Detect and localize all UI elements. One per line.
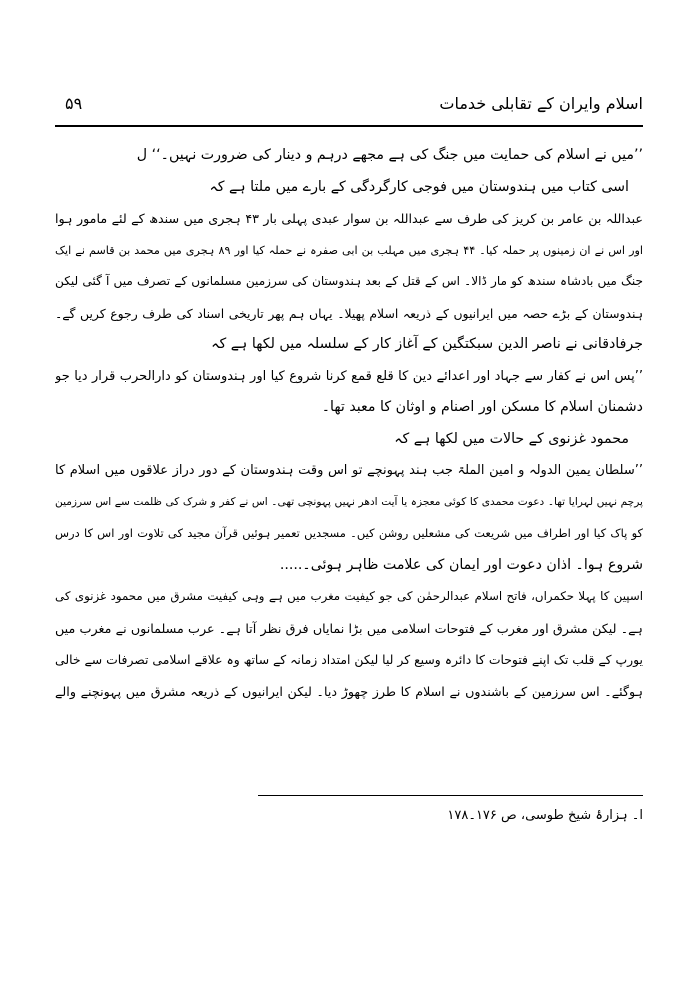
text-line: پرچم نہیں لہرایا تھا۔ دعوت محمدی کا کوئی معجزہ یا آیت ادھر نہیں پہونچی تھی۔ اس نے کفر و شرک کی ظلمت سے اس سرزمین <box>55 495 643 508</box>
text-line: کو پاک کیا اور اطراف میں شریعت کی مشعلیں روشن کیں۔ مسجدیں تعمیر ہوئیں قرآن مجید کی تلاوت اور اس کا درس <box>55 526 643 540</box>
text-line: ’’سلطان یمین الدولہ و امین الملۃ جب ہند پہونچے تو اس وقت ہندوستان کے دور دراز علاقوں میں اسلام کا <box>55 463 643 478</box>
text-line: جرفادقانی نے ناصر الدین سبکتگین کے آغاز کار کے سلسلہ میں لکھا ہے کہ <box>211 336 643 352</box>
text-line: ہوگئے۔ اس سرزمین کے باشندوں نے اسلام کا طرز چھوڑ دیا۔ لیکن ایرانیوں کے ذریعہ مشرق میں پہونچنے والے <box>55 683 643 699</box>
text-line: شروع ہوا۔ اذان دعوت اور ایمان کی علامت ظاہر ہوئی۔..... <box>279 556 643 573</box>
text-line: ہندوستان کے بڑے حصہ میں ایرانیوں کے ذریعہ اسلام پھیلا۔ یہاں ہم پھر تاریخی اسناد کی طرف رجوع کریں گے۔ <box>55 305 643 321</box>
text-line: اور اس نے ان زمینوں پر حملہ کیا۔ ۴۴ ہجری میں مہلب بن ابی صفرہ نے حملہ کیا اور ۸۹ ہجری میں محمد بن قاسم نے ایک <box>55 243 643 257</box>
text-line: محمود غزنوی کے حالات میں لکھا ہے کہ <box>394 430 629 447</box>
body-text <box>55 140 643 707</box>
text-line: ’’پس اس نے کفار سے جہاد اور اعدائے دین کا قلع قمع کرنا شروع کیا اور ہندوستان کو دارالحرب قرار دیا جو <box>55 368 643 384</box>
text-line: یورپ کے قلب تک اپنے فتوحات کا دائرہ وسیع کر لیا لیکن امتداد زمانہ کے ساتھ وہ علاقے اسلامی تصرفات سے خالی <box>55 652 643 667</box>
text-line: اسی کتاب میں ہندوستان میں فوجی کارگردگی کے بارے میں ملتا ہے کہ <box>209 178 629 195</box>
text-line: ’’میں نے اسلام کی حمایت میں جنگ کی ہے مجھے درہم و دینار کی ضرورت نہیں۔‘‘ ل <box>136 147 643 163</box>
running-title: اسلام وایران کے تقابلی خدمات <box>439 94 643 113</box>
header-rule <box>55 125 643 127</box>
text-line: عبداللہ بن عامر بن کریز کی طرف سے عبداللہ بن سوار عبدی پہلی بار ۴۳ ہجری میں سندھ کے لئے مامور ہوا <box>55 211 643 226</box>
text-line: ہے۔ لیکن مشرق اور مغرب کے فتوحات اسلامی میں بڑا نمایاں فرق نظر آتا ہے۔ عرب مسلمانوں نے مغرب میں <box>55 620 643 636</box>
text-line: جنگ میں بادشاہ سندھ کو مار ڈالا۔ اس کے قتل کے بعد ہندوستان کی سرزمین مسلمانوں کے تصرف میں آ گئی لیکن <box>55 274 643 288</box>
text-line: دشمنان اسلام کا مسکن اور اصنام و اوثان کا معبد تھا۔ <box>321 399 643 415</box>
footnote-rule <box>258 795 643 796</box>
footnote: ا۔ ہزارۂ شیخ طوسی، ص ۱۷۶۔۱۷۸ <box>447 808 643 823</box>
page-header <box>55 90 643 120</box>
text-line: اسپین کا پہلا حکمراں، فاتح اسلام عبدالرحمٰن کی جو کیفیت مغرب میں ہے وہی کیفیت مشرق میں محمود غزنوی کی <box>55 589 643 603</box>
page-number: ۵۹ <box>65 94 83 113</box>
